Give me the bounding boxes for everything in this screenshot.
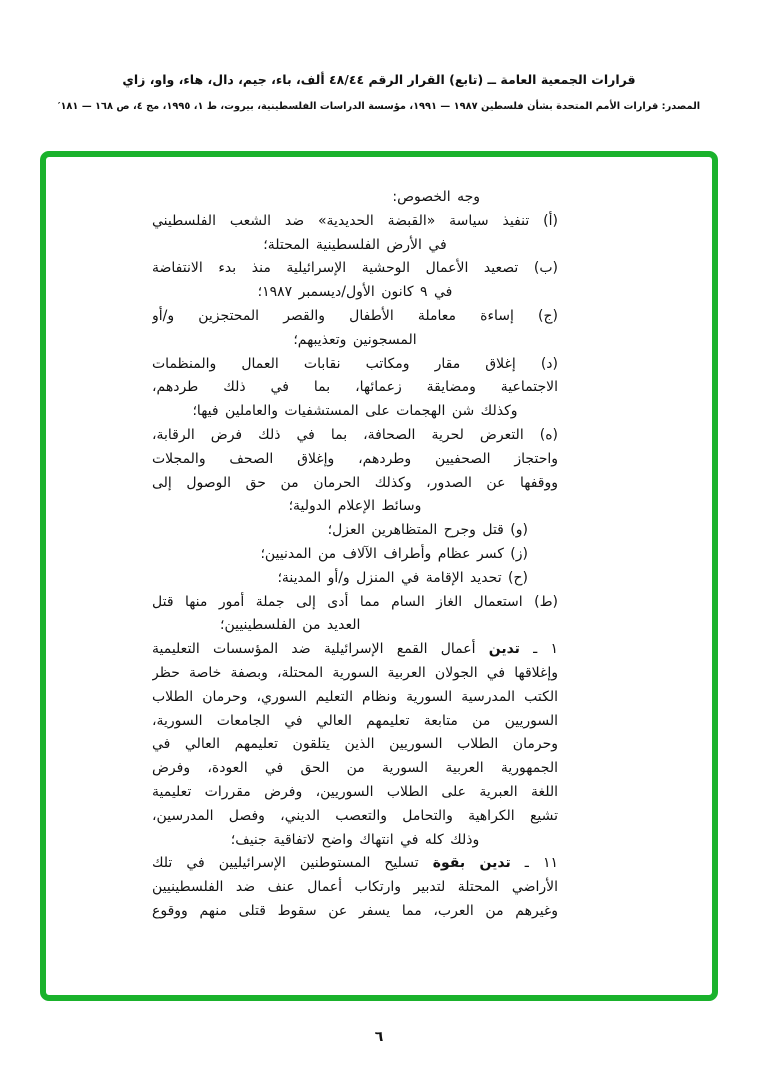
text: (و) قتل وجرح المتظاهرين العزل؛ (327, 522, 528, 539)
text-line (152, 781, 558, 805)
text-line (152, 353, 558, 377)
document-text (152, 186, 558, 924)
text-line (152, 210, 558, 234)
text: وذلك كله في انتهاك واضح لاتفاقية جنيف؛ (230, 831, 480, 848)
text: وجه الخصوص: (392, 189, 480, 205)
text: (ب) تصعيد الأعمال الوحشية الإسرائيلية منذ بدء الانتفاضة (152, 260, 558, 277)
text-line (152, 305, 558, 329)
text: وإغلاقها في الجولان العربية السورية المحتلة، وبصفة خاصة حظر (152, 664, 558, 681)
text: في ٩ كانون الأول/ديسمبر ١٩٨٧؛ (257, 284, 453, 301)
text-line (152, 186, 558, 210)
text: وغيرهم من العرب، مما يسفر عن سقوط قتلى منهم ووقوع (152, 902, 558, 919)
text-line (152, 757, 558, 781)
text: العديد من الفلسطينيين؛ (220, 617, 361, 634)
text-line (152, 495, 558, 519)
text-line (152, 519, 558, 543)
text: (ه) التعرض لحرية الصحافة، بما في ذلك فرض الرقابة، (152, 426, 558, 443)
text: الكتب المدرسية السورية ونظام التعليم السوري، وحرمان الطلاب (152, 688, 558, 705)
text-line (152, 638, 558, 662)
text: (ز) كسر عظام وأطراف الآلاف من المدنيين؛ (260, 545, 528, 562)
text-line (152, 805, 558, 829)
text-line (152, 400, 558, 424)
text-line (152, 900, 558, 924)
text-line (152, 376, 558, 400)
text-line (152, 733, 558, 757)
text: (أ) تنفيذ سياسة «القبضة الحديدية» ضد الشعب الفلسطيني (152, 212, 558, 229)
bold-text: تدين بقوة (432, 855, 511, 872)
text-line (152, 829, 558, 853)
text-line (152, 710, 558, 734)
text-line (152, 281, 558, 305)
text-line (152, 472, 558, 496)
text: وكذلك شن الهجمات على المستشفيات والعاملين فيها؛ (192, 403, 518, 420)
document-source-line: المصدر: قرارات الأمم المتحدة بشأن فلسطين ١٩٨٧ — ١٩٩١، مؤسسة الدراسات الفلسطينية، بيروت، ط ١، ١٩٩٥، مج ٤، ص ١٦٨ — ١٨١′ (57, 101, 701, 112)
text-line (152, 234, 558, 258)
text: ووقفها عن الصدور، وكذلك الحرمان من حق الوصول إلى (152, 474, 558, 491)
text: تسليح المستوطنين الإسرائيليين في تلك (152, 855, 433, 872)
text: الأراضي المحتلة لتدبير وارتكاب أعمال عنف ضد الفلسطينيين (152, 879, 558, 896)
text: الجمهورية العربية السورية من الحق في العودة، وفرض (152, 760, 558, 777)
text-line (152, 257, 558, 281)
text: وحرمان الطلاب السوريين الذين يتلقون تعليمهم العالي في (152, 736, 558, 753)
text-line (152, 329, 558, 353)
text-line (152, 876, 558, 900)
text: (ج) إساءة معاملة الأطفال والقصر المحتجزين و/أو (152, 307, 558, 324)
text-line (152, 424, 558, 448)
text-line (152, 852, 558, 876)
text: المسجونين وتعذيبهم؛ (293, 331, 417, 348)
text: تشيع الكراهية والتحامل والتعصب الديني، وفصل المدرسين، (152, 807, 558, 824)
page-number: ٦ (374, 1029, 384, 1045)
text-line (152, 591, 558, 615)
document-header-title: قرارات الجمعية العامة ــ (تابع) القرار الرقم ٤٨/٤٤ ألف، باء، جيم، دال، هاء، واو، زاي (122, 72, 636, 87)
text-line (152, 567, 558, 591)
text: وسائط الإعلام الدولية؛ (288, 498, 422, 515)
text: ١١ ـ (510, 855, 558, 872)
text-line (152, 543, 558, 567)
text-line (152, 686, 558, 710)
text-line (152, 662, 558, 686)
text: (ط) استعمال الغاز السام مما أدى إلى جملة أمور منها قتل (152, 593, 558, 610)
text: أعمال القمع الإسرائيلية ضد المؤسسات التعليمية (152, 641, 489, 658)
text: ١ ـ (519, 641, 558, 658)
text: اللغة العبرية على الطلاب السوريين، وفرض مقررات تعليمية (152, 783, 558, 800)
text: السوريين من متابعة تعليمهم العالي في الجامعات السورية، (152, 712, 558, 729)
text: الاجتماعية ومضايقة زعمائها، بما في ذلك طردهم، (152, 379, 558, 396)
text: (ح) تحديد الإقامة في المنزل و/أو المدينة؛ (277, 569, 528, 586)
bold-text: تدين (488, 641, 520, 658)
text-line (152, 614, 558, 638)
text: (د) إغلاق مقار ومكاتب نقابات العمال والمنظمات (152, 355, 558, 372)
text-line (152, 448, 558, 472)
text: واحتجاز الصحفيين وطردهم، وإغلاق الصحف والمجلات (152, 450, 558, 467)
text: في الأرض الفلسطينية المحتلة؛ (263, 236, 447, 253)
